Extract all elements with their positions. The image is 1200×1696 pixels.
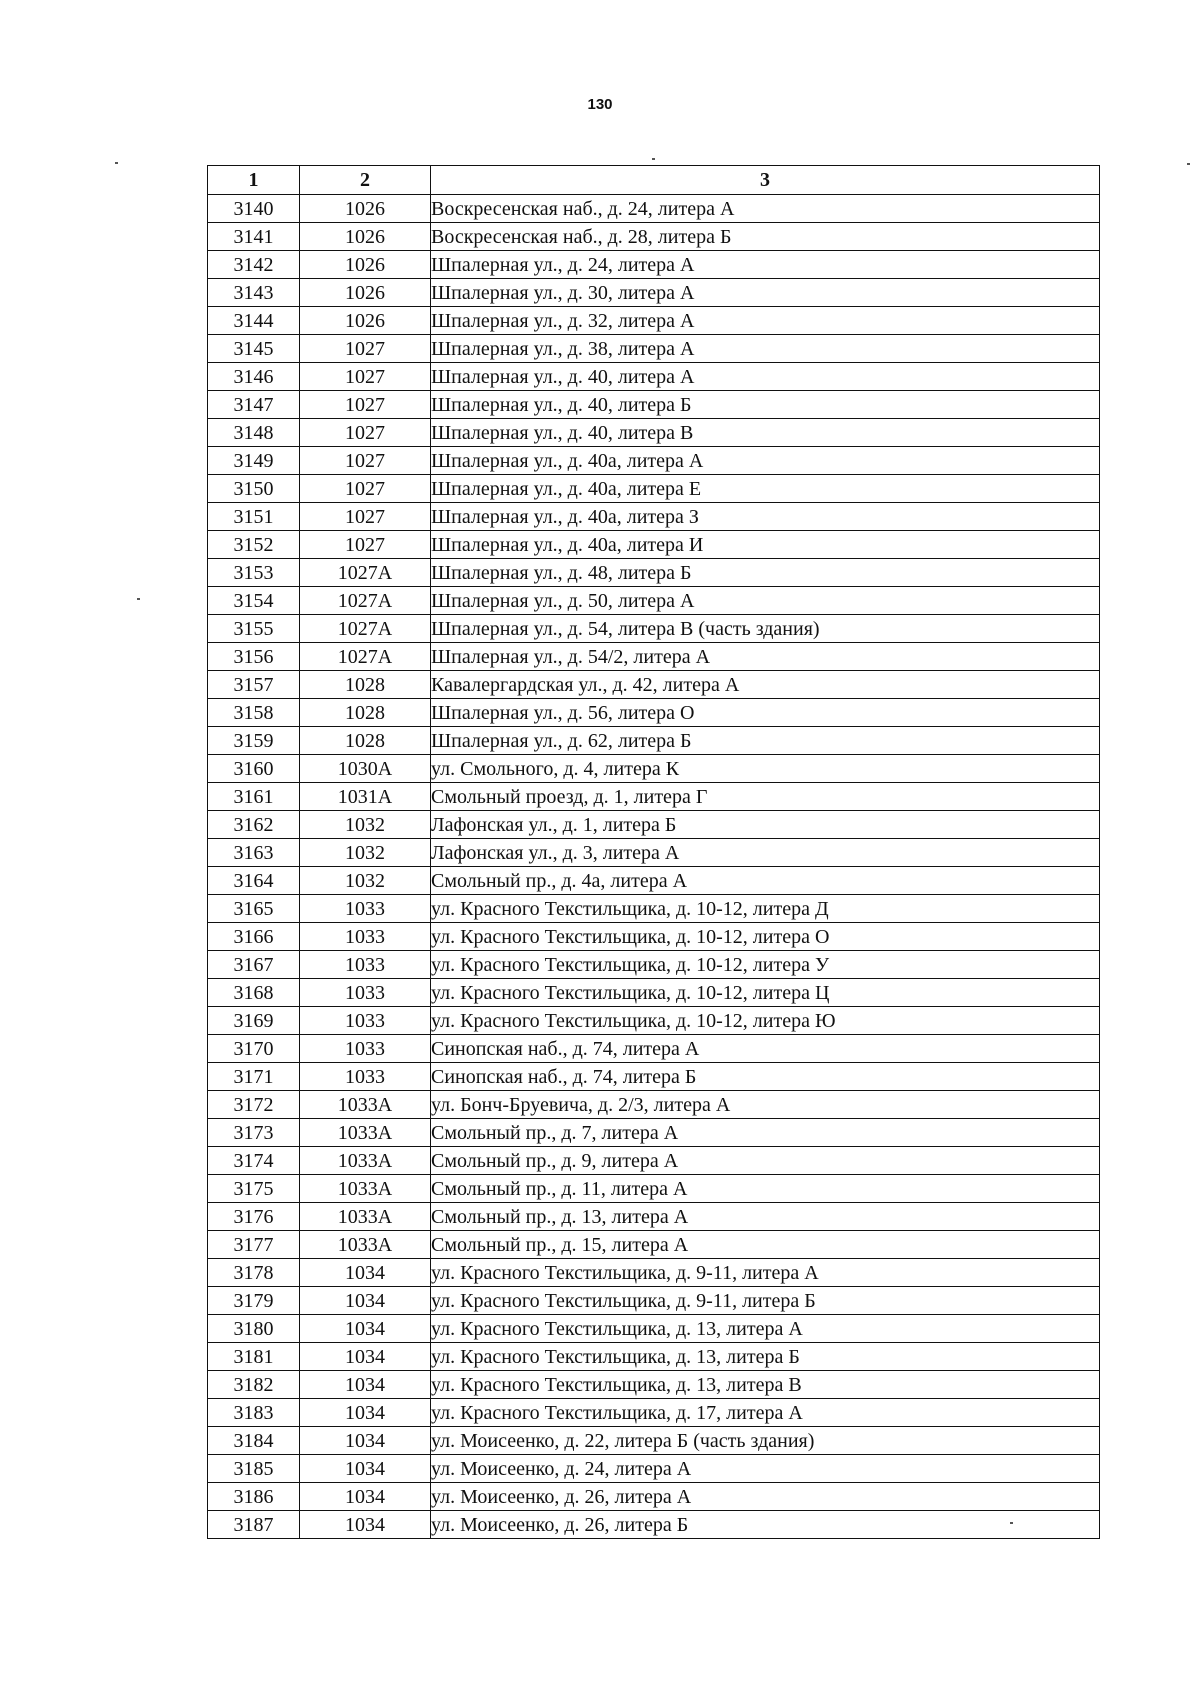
block-number-cell: 1026 [300,195,431,223]
block-number-cell: 1033 [300,895,431,923]
scan-speck [115,162,118,164]
address-cell: ул. Красного Текстильщика, д. 10-12, литера Д [431,895,1100,923]
table-row [208,1259,1100,1287]
address-cell: ул. Моисеенко, д. 26, литера Б [431,1511,1100,1539]
block-number-cell: 1033А [300,1119,431,1147]
row-number-cell: 3175 [208,1175,300,1203]
address-cell: Смольный пр., д. 11, литера А [431,1175,1100,1203]
block-number-cell: 1033А [300,1203,431,1231]
block-number-cell: 1034 [300,1427,431,1455]
table-row [208,279,1100,307]
address-cell: ул. Красного Текстильщика, д. 13, литера В [431,1371,1100,1399]
block-number-cell: 1027А [300,559,431,587]
row-number-cell: 3181 [208,1343,300,1371]
address-cell: Шпалерная ул., д. 56, литера О [431,699,1100,727]
address-cell: ул. Красного Текстильщика, д. 10-12, литера О [431,923,1100,951]
address-cell: ул. Красного Текстильщика, д. 13, литера Б [431,1343,1100,1371]
block-number-cell: 1034 [300,1455,431,1483]
row-number-cell: 3165 [208,895,300,923]
table-row [208,559,1100,587]
table-row [208,1119,1100,1147]
block-number-cell: 1027 [300,503,431,531]
block-number-cell: 1034 [300,1483,431,1511]
row-number-cell: 3171 [208,1063,300,1091]
block-number-cell: 1034 [300,1511,431,1539]
address-cell: ул. Моисеенко, д. 24, литера А [431,1455,1100,1483]
address-cell: Воскресенская наб., д. 28, литера Б [431,223,1100,251]
address-cell: Смольный пр., д. 7, литера А [431,1119,1100,1147]
row-number-cell: 3155 [208,615,300,643]
row-number-cell: 3144 [208,307,300,335]
table-row [208,1035,1100,1063]
table-row [208,783,1100,811]
address-cell: Шпалерная ул., д. 50, литера А [431,587,1100,615]
address-cell: Шпалерная ул., д. 24, литера А [431,251,1100,279]
table-row [208,1007,1100,1035]
block-number-cell: 1033А [300,1147,431,1175]
table-row [208,839,1100,867]
row-number-cell: 3169 [208,1007,300,1035]
row-number-cell: 3183 [208,1399,300,1427]
block-number-cell: 1033 [300,979,431,1007]
block-number-cell: 1033 [300,923,431,951]
address-cell: ул. Красного Текстильщика, д. 13, литера А [431,1315,1100,1343]
row-number-cell: 3151 [208,503,300,531]
block-number-cell: 1026 [300,223,431,251]
row-number-cell: 3167 [208,951,300,979]
table-row [208,811,1100,839]
address-cell: Шпалерная ул., д. 30, литера А [431,279,1100,307]
row-number-cell: 3164 [208,867,300,895]
table-row [208,475,1100,503]
block-number-cell: 1032 [300,811,431,839]
table-row [208,1175,1100,1203]
address-cell: ул. Красного Текстильщика, д. 17, литера А [431,1399,1100,1427]
row-number-cell: 3150 [208,475,300,503]
row-number-cell: 3163 [208,839,300,867]
row-number-cell: 3168 [208,979,300,1007]
address-cell: Смольный пр., д. 13, литера А [431,1203,1100,1231]
address-cell: Синопская наб., д. 74, литера А [431,1035,1100,1063]
address-cell: Лафонская ул., д. 1, литера Б [431,811,1100,839]
scan-speck [652,158,655,160]
block-number-cell: 1028 [300,727,431,755]
address-cell: Лафонская ул., д. 3, литера А [431,839,1100,867]
table-row [208,419,1100,447]
table-row [208,251,1100,279]
table-row [208,1091,1100,1119]
table-row [208,1399,1100,1427]
table-row [208,1315,1100,1343]
table-row [208,447,1100,475]
block-number-cell: 1033А [300,1091,431,1119]
table-header-row [208,166,1100,195]
block-number-cell: 1027А [300,643,431,671]
address-cell: Воскресенская наб., д. 24, литера А [431,195,1100,223]
address-cell: Шпалерная ул., д. 40, литера В [431,419,1100,447]
table-row [208,1063,1100,1091]
row-number-cell: 3176 [208,1203,300,1231]
block-number-cell: 1028 [300,671,431,699]
block-number-cell: 1030А [300,755,431,783]
block-number-cell: 1033А [300,1231,431,1259]
address-cell: ул. Красного Текстильщика, д. 9-11, литера А [431,1259,1100,1287]
row-number-cell: 3179 [208,1287,300,1315]
row-number-cell: 3162 [208,811,300,839]
row-number-cell: 3154 [208,587,300,615]
address-cell: ул. Моисеенко, д. 26, литера А [431,1483,1100,1511]
address-cell: Шпалерная ул., д. 54, литера В (часть здания) [431,615,1100,643]
row-number-cell: 3157 [208,671,300,699]
block-number-cell: 1034 [300,1259,431,1287]
address-cell: ул. Красного Текстильщика, д. 9-11, литера Б [431,1287,1100,1315]
table-row [208,727,1100,755]
block-number-cell: 1027 [300,475,431,503]
block-number-cell: 1034 [300,1399,431,1427]
block-number-cell: 1027 [300,531,431,559]
row-number-cell: 3166 [208,923,300,951]
table-row [208,363,1100,391]
row-number-cell: 3149 [208,447,300,475]
table-row [208,951,1100,979]
row-number-cell: 3159 [208,727,300,755]
block-number-cell: 1033 [300,1063,431,1091]
block-number-cell: 1034 [300,1315,431,1343]
table-row [208,1511,1100,1539]
address-cell: ул. Красного Текстильщика, д. 10-12, литера У [431,951,1100,979]
address-cell: Шпалерная ул., д. 40, литера А [431,363,1100,391]
block-number-cell: 1033 [300,1007,431,1035]
block-number-cell: 1027 [300,391,431,419]
block-number-cell: 1033 [300,951,431,979]
row-number-cell: 3172 [208,1091,300,1119]
row-number-cell: 3174 [208,1147,300,1175]
table-row [208,1371,1100,1399]
address-cell: Шпалерная ул., д. 40, литера Б [431,391,1100,419]
address-cell: Шпалерная ул., д. 40а, литера И [431,531,1100,559]
block-number-cell: 1027 [300,447,431,475]
row-number-cell: 3140 [208,195,300,223]
row-number-cell: 3185 [208,1455,300,1483]
address-cell: Смольный проезд, д. 1, литера Г [431,783,1100,811]
scan-speck [137,598,140,600]
table-row [208,699,1100,727]
row-number-cell: 3178 [208,1259,300,1287]
address-cell: ул. Красного Текстильщика, д. 10-12, литера Ю [431,1007,1100,1035]
block-number-cell: 1027А [300,587,431,615]
row-number-cell: 3160 [208,755,300,783]
row-number-cell: 3156 [208,643,300,671]
table-row [208,1343,1100,1371]
block-number-cell: 1027А [300,615,431,643]
registry-table [207,165,1100,1539]
row-number-cell: 3184 [208,1427,300,1455]
table-row [208,587,1100,615]
address-cell: Шпалерная ул., д. 48, литера Б [431,559,1100,587]
table-row [208,1483,1100,1511]
address-cell: ул. Смольного, д. 4, литера К [431,755,1100,783]
row-number-cell: 3152 [208,531,300,559]
table-row [208,1203,1100,1231]
table-row [208,923,1100,951]
block-number-cell: 1032 [300,839,431,867]
table-row [208,755,1100,783]
block-number-cell: 1027 [300,419,431,447]
row-number-cell: 3145 [208,335,300,363]
table-row [208,307,1100,335]
column-header: 1 [208,166,300,195]
row-number-cell: 3143 [208,279,300,307]
address-cell: Смольный пр., д. 15, литера А [431,1231,1100,1259]
address-cell: Шпалерная ул., д. 40а, литера Е [431,475,1100,503]
table-row [208,335,1100,363]
table-row [208,671,1100,699]
address-cell: ул. Красного Текстильщика, д. 10-12, литера Ц [431,979,1100,1007]
address-cell: Шпалерная ул., д. 54/2, литера А [431,643,1100,671]
address-cell: Смольный пр., д. 9, литера А [431,1147,1100,1175]
table-row [208,1147,1100,1175]
row-number-cell: 3182 [208,1371,300,1399]
address-cell: ул. Моисеенко, д. 22, литера Б (часть здания) [431,1427,1100,1455]
row-number-cell: 3158 [208,699,300,727]
row-number-cell: 3153 [208,559,300,587]
row-number-cell: 3141 [208,223,300,251]
address-cell: Шпалерная ул., д. 40а, литера З [431,503,1100,531]
block-number-cell: 1034 [300,1343,431,1371]
table-row [208,643,1100,671]
row-number-cell: 3187 [208,1511,300,1539]
table-row [208,867,1100,895]
address-cell: Шпалерная ул., д. 32, литера А [431,307,1100,335]
table-row [208,895,1100,923]
table-row [208,1427,1100,1455]
block-number-cell: 1026 [300,307,431,335]
row-number-cell: 3161 [208,783,300,811]
address-cell: Кавалергардская ул., д. 42, литера А [431,671,1100,699]
row-number-cell: 3148 [208,419,300,447]
block-number-cell: 1026 [300,251,431,279]
table-row [208,391,1100,419]
block-number-cell: 1034 [300,1371,431,1399]
row-number-cell: 3173 [208,1119,300,1147]
page-number: 130 [587,96,613,113]
address-cell: Шпалерная ул., д. 40а, литера А [431,447,1100,475]
address-cell: Синопская наб., д. 74, литера Б [431,1063,1100,1091]
column-header: 3 [431,166,1100,195]
row-number-cell: 3177 [208,1231,300,1259]
row-number-cell: 3146 [208,363,300,391]
table-row [208,615,1100,643]
table-row [208,1231,1100,1259]
column-header: 2 [300,166,431,195]
block-number-cell: 1027 [300,335,431,363]
registry-table-container [207,165,1099,1539]
row-number-cell: 3170 [208,1035,300,1063]
block-number-cell: 1027 [300,363,431,391]
block-number-cell: 1032 [300,867,431,895]
row-number-cell: 3186 [208,1483,300,1511]
address-cell: Смольный пр., д. 4а, литера А [431,867,1100,895]
row-number-cell: 3180 [208,1315,300,1343]
table-row [208,1287,1100,1315]
table-row [208,979,1100,1007]
block-number-cell: 1026 [300,279,431,307]
address-cell: ул. Бонч-Бруевича, д. 2/3, литера А [431,1091,1100,1119]
block-number-cell: 1031А [300,783,431,811]
table-row [208,1455,1100,1483]
block-number-cell: 1033 [300,1035,431,1063]
row-number-cell: 3142 [208,251,300,279]
scan-speck [1187,163,1190,165]
table-row [208,531,1100,559]
block-number-cell: 1028 [300,699,431,727]
row-number-cell: 3147 [208,391,300,419]
address-cell: Шпалерная ул., д. 38, литера А [431,335,1100,363]
table-row [208,503,1100,531]
table-row [208,195,1100,223]
block-number-cell: 1033А [300,1175,431,1203]
address-cell: Шпалерная ул., д. 62, литера Б [431,727,1100,755]
block-number-cell: 1034 [300,1287,431,1315]
table-body [208,195,1100,1539]
table-row [208,223,1100,251]
